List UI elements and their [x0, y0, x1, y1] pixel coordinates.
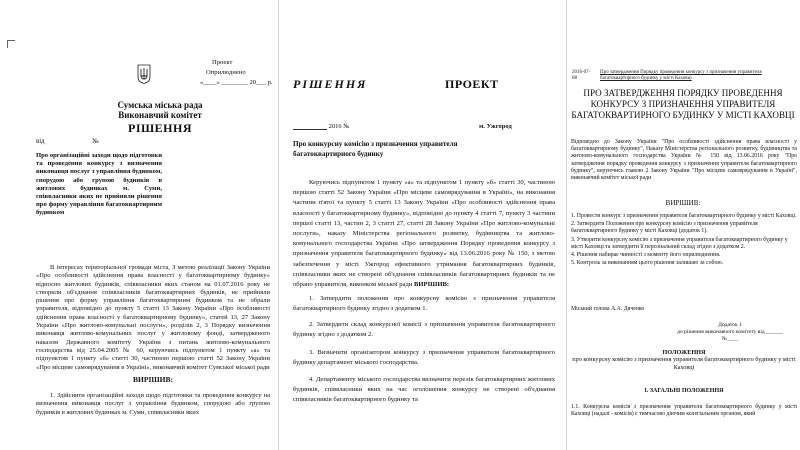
council-line: Сумська міська рада: [117, 100, 203, 110]
decided-heading: ВИРІШИВ:: [414, 281, 450, 289]
decision-heading: РІШЕННЯ: [127, 121, 192, 135]
decision-item: 1. Здійснити організаційні заходи щодо підготовки та проведення конкурсу на визначення виконавця послуг з управління будинком, спорудою або групою будинків в житлових будинках м. Суми, співвласники яких: [36, 392, 270, 416]
decision-title: Про конкурсну комісію з призначення управителя багатоквартирного будинку: [293, 140, 458, 158]
decision-items: [571, 213, 797, 268]
from-label: від: [36, 138, 45, 145]
council-name: [70, 100, 250, 120]
body-text: Керуючись підпунктом 1 пункту «а» та підпунктом 1 пункту «б» статті 30, частиною першою статті 52 Закону України «Про місцеве самоврядування в Україні», на виконання частини п'ятої та пункту 5 статті 13 Закону України «Про особливості здійснення права власності у багатоквартирному будинку», відповідно до пункту 4 статті 7, пункту 3 частини першої статті 13, частин 2, 3 статті 27, статті 28 Закону України «Про житлово-комунальні послуги», наказу Міністерства регіонального розвитку, будівництва та житлово-комунального господарства України «Про затвердження Порядку проведення конкурсу з призначення управителя багатоквартирного будинку» від 13.06.2016 року № 150, з метою забезпечення у місті Ужгород ефективного утримання багатоквартирних будинків, співвласники яких не створені об'єднання співвласників багатоквартирних будинків та не обрано управителя, виконком міської ради: [293, 179, 555, 289]
date-number-line: [36, 138, 99, 145]
project-stamp: [200, 58, 273, 88]
annex-block: [671, 322, 789, 343]
project-label: Проект: [212, 59, 233, 66]
decision-title: ПРО ЗАТВЕРДЖЕННЯ ПОРЯДКУ ПРОВЕДЕННЯ КОНКУРСУ З ПРИЗНАЧЕННЯ УПРАВИТЕЛЯ БАГАТОКВАРТИРНОГО БУДИНКУ У МІСТІ КАХОВЦІ: [571, 88, 795, 120]
document-page-uzhgorod: [278, 0, 565, 450]
annex-label: Додаток 1: [718, 322, 742, 328]
header-date: 2016-07-08: [572, 70, 591, 82]
clause-text: 1.1. Конкурсна комісія з призначення управителя багатоквартирного будинку у місті Каховці (надалі - комісія) є тимчасово діючим колегіальним органом, який: [571, 404, 797, 418]
page-corner-mark: [7, 40, 15, 48]
regulation-block: [571, 349, 797, 371]
published-date: «____» ________ 20___ р.: [200, 79, 273, 86]
decided-heading: ВИРІШИВ:: [133, 375, 173, 384]
decision-title: Про організаційні заходи щодо підготовки та проведення конкурсу з визначення виконавця послуг з управління будинком, спорудою або групою будинків в житлових будинках м. Суми, співвласники яких не прийняли рішення про форму управління багатоквартирним будинком: [36, 152, 162, 217]
header-link[interactable]: Про затвердження Порядку проведення конкурсу з призначення управителя багатоквартирного будинку у місті Каховці: [600, 70, 762, 82]
section-heading: I. ЗАГАЛЬНІ ПОЛОЖЕННЯ: [644, 388, 724, 394]
decision-body: [36, 264, 270, 372]
decision-item: 4. Рішення набирає чинності з моменту його оприлюднення.: [571, 252, 721, 259]
document-page-kakhovka: [566, 0, 800, 450]
decision-item: 4. Департаменту міського господарства визначити перелік багатоквартирних житлових будинків, співвласники яких на час оголошення конкурсу не створені об'єднання співвласників багатоквартирного будинку та: [293, 376, 555, 404]
regulation-heading: ПОЛОЖЕННЯ: [662, 349, 706, 356]
number-label: №: [92, 138, 99, 145]
decision-body: Відповідно до Закону України "Про особливості здійснення права власності у багатоквартирному будинку", Наказу Міністерства регіонального розвитку, будівництва та житлово-комунального господарства України № 150 від 13.06.2016 року "Про затвердження порядку проведення конкурсу з призначення управителя багатоквартирного будинку", керуючись главою 2 Закону України "Про місцеве самоврядування в Україні", виконавчий комітет міської ради: [571, 139, 797, 182]
decision-item: 1. Затвердити положення про конкурсну комісію з призначення управителя багатоквартирного будинку згідно з додатком 1.: [293, 295, 555, 313]
date-blank: [293, 123, 327, 130]
date-text: 2016 №: [328, 123, 350, 130]
decision-item: 2. Затвердити Положення про конкурсну комісію з призначення управителя багатоквартирного будинку у місті Каховці (додаток 1).: [571, 221, 758, 235]
decided-heading: ВИРІШИВ:: [665, 199, 701, 207]
date-number-line: [293, 123, 555, 130]
decision-item: 2. Затвердити склад конкурсної комісії з призначення управителя багатоквартирного будинку згідно з додатком 2.: [293, 321, 555, 339]
city-name: м. Ужгород: [479, 123, 512, 130]
committee-line: Виконавчий комітет: [118, 110, 202, 120]
decision-heading: РІШЕННЯ: [293, 77, 368, 91]
decision-item: 3. Утворити конкурсну комісію з призначення управителя багатоквартирного будинку у місті Каховці та затвердити її персональний склад згідно з додатком 2.: [571, 236, 788, 250]
annex-text: до рішення виконавчого комітету від ______ №____: [677, 329, 783, 342]
regulation-text: про конкурсну комісію з призначення управителя багатоквартирного будинку у місті Каховці: [572, 356, 796, 371]
body-text: З метою реалізації Закону України «Про особливості здійснення права власності у багатоквартирному будинку» відносно житлових будинків, співвласники яких станом на 01.07.2016 року не створили об'єднання співвласників багатоквартирних будинків, не прийняли рішення про форму управління багатоквартирним будинком та не обрали управителя, відповідно до пункту 5 статті 13 Закону України «Про особливості здійснення права власності у багатоквартирному будинку», статей 13, 27 Закону України «Про житлово-комунальні послуги», розділів 2, 3 Порядку визначення виконавця житлово-комунальних послуг у житловому фонді, затвердженого наказом Державного комітету України з питань житлово-комунального господарства від 25.04.2005 № 60, керуючись підпунктом 1 пункту «а» та підпунктом 1 пункту «б» статті 30, частиною першою статті 52 Закону України «Про місцеве самоврядування в Україні», виконавчий комітет Сумської міської ради: [36, 264, 270, 371]
coat-of-arms-icon: [137, 64, 151, 84]
document-page-sumy: [0, 0, 277, 450]
project-label: ПРОЕКТ: [445, 77, 499, 91]
body-lead: В інтересах територіальної громади міста,: [50, 264, 170, 271]
decision-item: 1. Провести конкурс з призначення управителя багатоквартирного будинку у місті Каховці.: [571, 213, 797, 219]
decision-body: [293, 178, 555, 290]
decision-item: 5. Контроль за виконанням цього рішення залишаю за собою.: [571, 260, 724, 267]
mayor-signature: Міський голова А.А. Дяченко: [571, 306, 645, 312]
decision-item: 3. Визначити організатором конкурсу з призначення управителя багатоквартирного будинку департамент міського господарства.: [293, 349, 555, 367]
published-label: Оприлюднено: [206, 69, 246, 76]
